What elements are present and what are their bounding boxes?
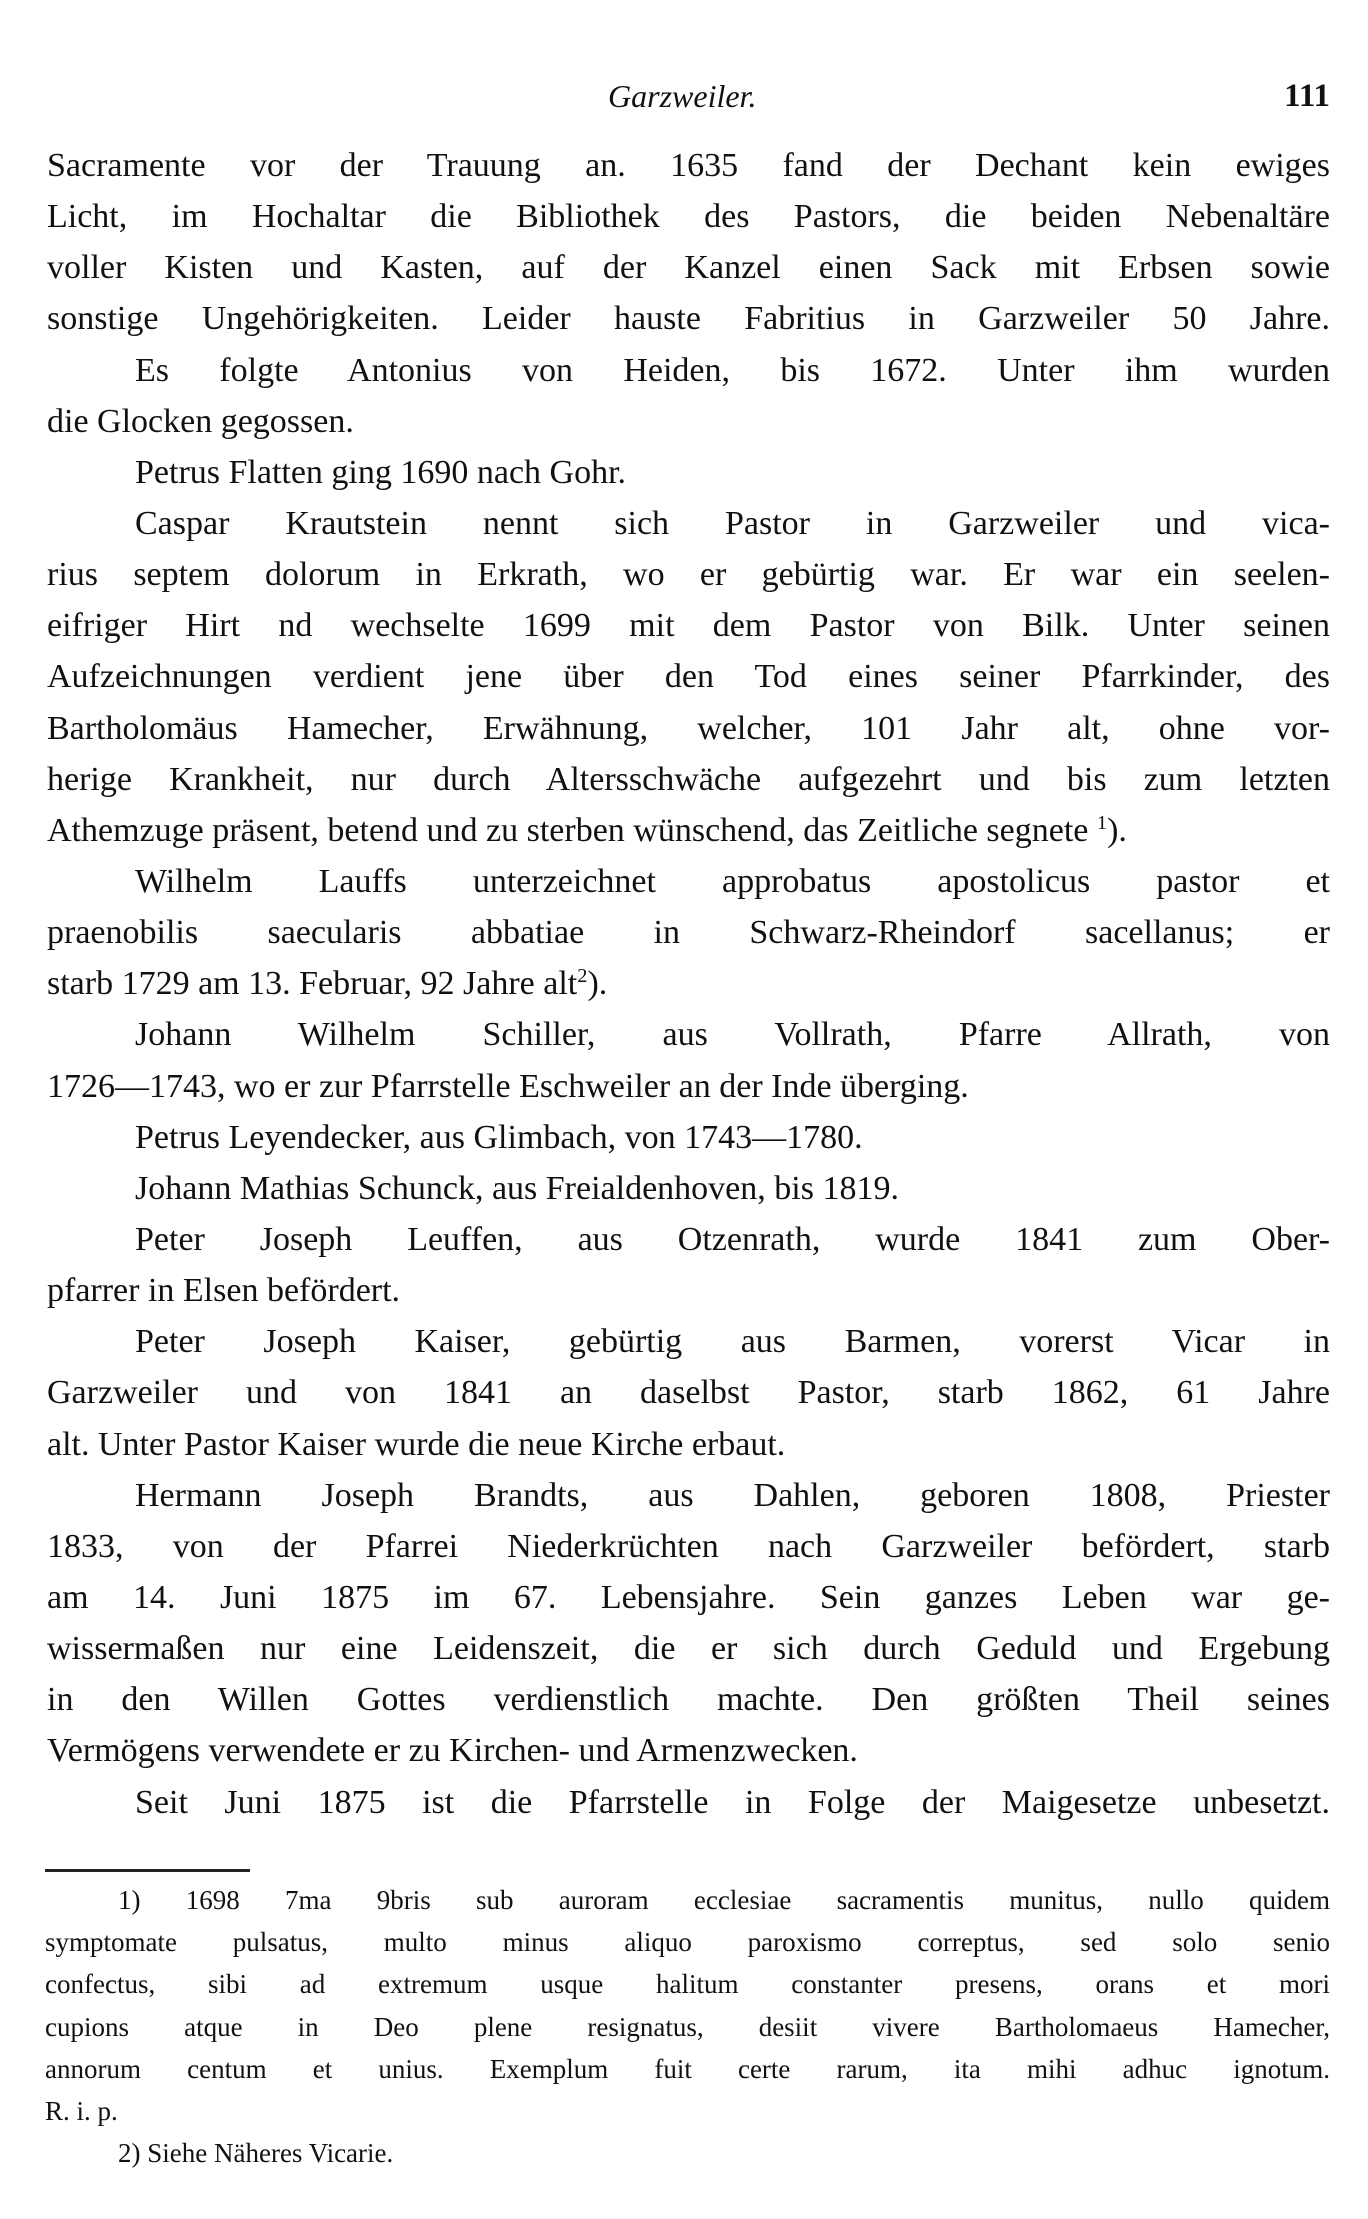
footnote-ref-tail: ). <box>587 965 608 1003</box>
paragraph-start-line: Caspar Krautstein nennt sich Pastor in Garzweiler und vica- <box>135 504 1330 542</box>
paragraph-start-line: Seit Juni 1875 ist die Pfarrstelle in Folge der Maigesetze unbesetzt. <box>135 1783 1330 1821</box>
footnote-1-line: confectus, sibi ad extremum usque halitum constanter presens, orans et mori <box>45 1969 1330 2000</box>
text-line: eifriger Hirt nd wechselte 1699 mit dem Pastor von Bilk. Unter seinen <box>47 607 1330 645</box>
text-line: herige Krankheit, nur durch Altersschwäche aufgezehrt und bis zum letzten <box>47 760 1330 798</box>
body-text <box>47 140 1330 1828</box>
text-line: alt. Unter Pastor Kaiser wurde die neue Kirche erbaut. <box>47 1425 786 1463</box>
line-text: starb 1729 am 13. Februar, 92 Jahre alt <box>47 965 578 1003</box>
footnote-marker: 1) <box>118 1885 141 1915</box>
footnotes <box>45 1879 1330 2174</box>
paragraph-start-line: Petrus Flatten ging 1690 nach Gohr. <box>135 453 627 491</box>
paragraph-start-line: Johann Mathias Schunck, aus Freialdenhoven, bis 1819. <box>135 1169 899 1207</box>
text-line: voller Kisten und Kasten, auf der Kanzel einen Sack mit Erbsen sowie <box>47 249 1330 287</box>
text-line: in den Willen Gottes verdienstlich machte. Den größten Theil seines <box>47 1681 1330 1719</box>
footnote-separator <box>45 1869 250 1872</box>
footnote-text: 1698 7ma 9bris sub auroram ecclesiae sacramentis munitus, nullo quidem <box>185 1885 1330 1915</box>
footnote-marker: 2) <box>118 2138 141 2169</box>
line-text: Athemzuge präsent, betend und zu sterben wünschend, das Zeitliche segnete <box>47 811 1089 849</box>
text-line: Garzweiler und von 1841 an daselbst Pastor, starb 1862, 61 Jahre <box>47 1374 1330 1412</box>
running-header: Garzweiler. <box>608 78 757 114</box>
footnote-1-line: symptomate pulsatus, multo minus aliquo paroxismo correptus, sed solo senio <box>45 1927 1330 1958</box>
footnote-ref-1[interactable]: 1 <box>1096 811 1108 834</box>
text-line: Aufzeichnungen verdient jene über den Tod eines seiner Pfarrkinder, des <box>47 658 1330 696</box>
footnote-ref-tail: ). <box>1107 811 1127 849</box>
text-line: praenobilis saecularis abbatiae in Schwarz-Rheindorf sacellanus; er <box>47 914 1330 952</box>
text-line: Licht, im Hochaltar die Bibliothek des Pastors, die beiden Nebenaltäre <box>47 198 1330 236</box>
text-line <box>47 958 1330 1009</box>
text-line: 1833, von der Pfarrei Niederkrüchten nach Garzweiler befördert, starb <box>47 1527 1330 1565</box>
text-line: rius septem dolorum in Erkrath, wo er gebürtig war. Er war ein seelen- <box>47 556 1330 594</box>
paragraph-start-line: Johann Wilhelm Schiller, aus Vollrath, Pfarre Allrath, von <box>135 1016 1330 1054</box>
footnote-text: Siehe Näheres Vicarie. <box>147 2138 394 2169</box>
text-line: 1726—1743, wo er zur Pfarrstelle Eschweiler an der Inde überging. <box>47 1067 969 1105</box>
paragraph-start-line: Peter Joseph Kaiser, gebürtig aus Barmen, vorerst Vicar in <box>135 1323 1330 1361</box>
footnote-2-line <box>45 2132 1330 2174</box>
paragraph-start-line: Hermann Joseph Brandts, aus Dahlen, geboren 1808, Priester <box>135 1476 1330 1514</box>
text-line: am 14. Juni 1875 im 67. Lebensjahre. Sein ganzes Leben war ge- <box>47 1578 1330 1616</box>
paragraph-start-line: Petrus Leyendecker, aus Glimbach, von 1743—1780. <box>135 1118 863 1156</box>
text-line: sonstige Ungehörigkeiten. Leider hauste Fabritius in Garzweiler 50 Jahre. <box>47 300 1330 338</box>
text-line: wissermaßen nur eine Leidenszeit, die er sich durch Geduld und Ergebung <box>47 1630 1330 1668</box>
paragraph-start-line: Wilhelm Lauffs unterzeichnet approbatus apostolicus pastor et <box>135 862 1330 900</box>
text-line <box>47 805 1330 856</box>
text-line: pfarrer in Elsen befördert. <box>47 1272 401 1310</box>
paragraph-start-line: Peter Joseph Leuffen, aus Otzenrath, wurde 1841 zum Ober- <box>135 1220 1330 1258</box>
paragraph-start-line: Es folgte Antonius von Heiden, bis 1672. Unter ihm wurden <box>135 351 1330 389</box>
text-line: Sacramente vor der Trauung an. 1635 fand der Dechant kein ewiges <box>47 147 1330 184</box>
text-line: Vermögens verwendete er zu Kirchen- und Armenzwecken. <box>47 1732 858 1770</box>
page-number: 111 <box>1284 78 1330 114</box>
footnote-1-line: R. i. p. <box>45 2095 118 2126</box>
text-line: die Glocken gegossen. <box>47 402 354 440</box>
footnote-1-line: cupions atque in Deo plene resignatus, desiit vivere Bartholomaeus Hamecher, <box>45 2011 1330 2042</box>
text-line: Bartholomäus Hamecher, Erwähnung, welcher, 101 Jahr alt, ohne vor- <box>47 709 1330 747</box>
footnote-ref-2[interactable]: 2 <box>577 965 588 988</box>
footnote-1-line <box>45 1879 1330 1921</box>
footnote-1-line: annorum centum et unius. Exemplum fuit certe rarum, ita mihi adhuc ignotum. <box>45 2053 1330 2084</box>
